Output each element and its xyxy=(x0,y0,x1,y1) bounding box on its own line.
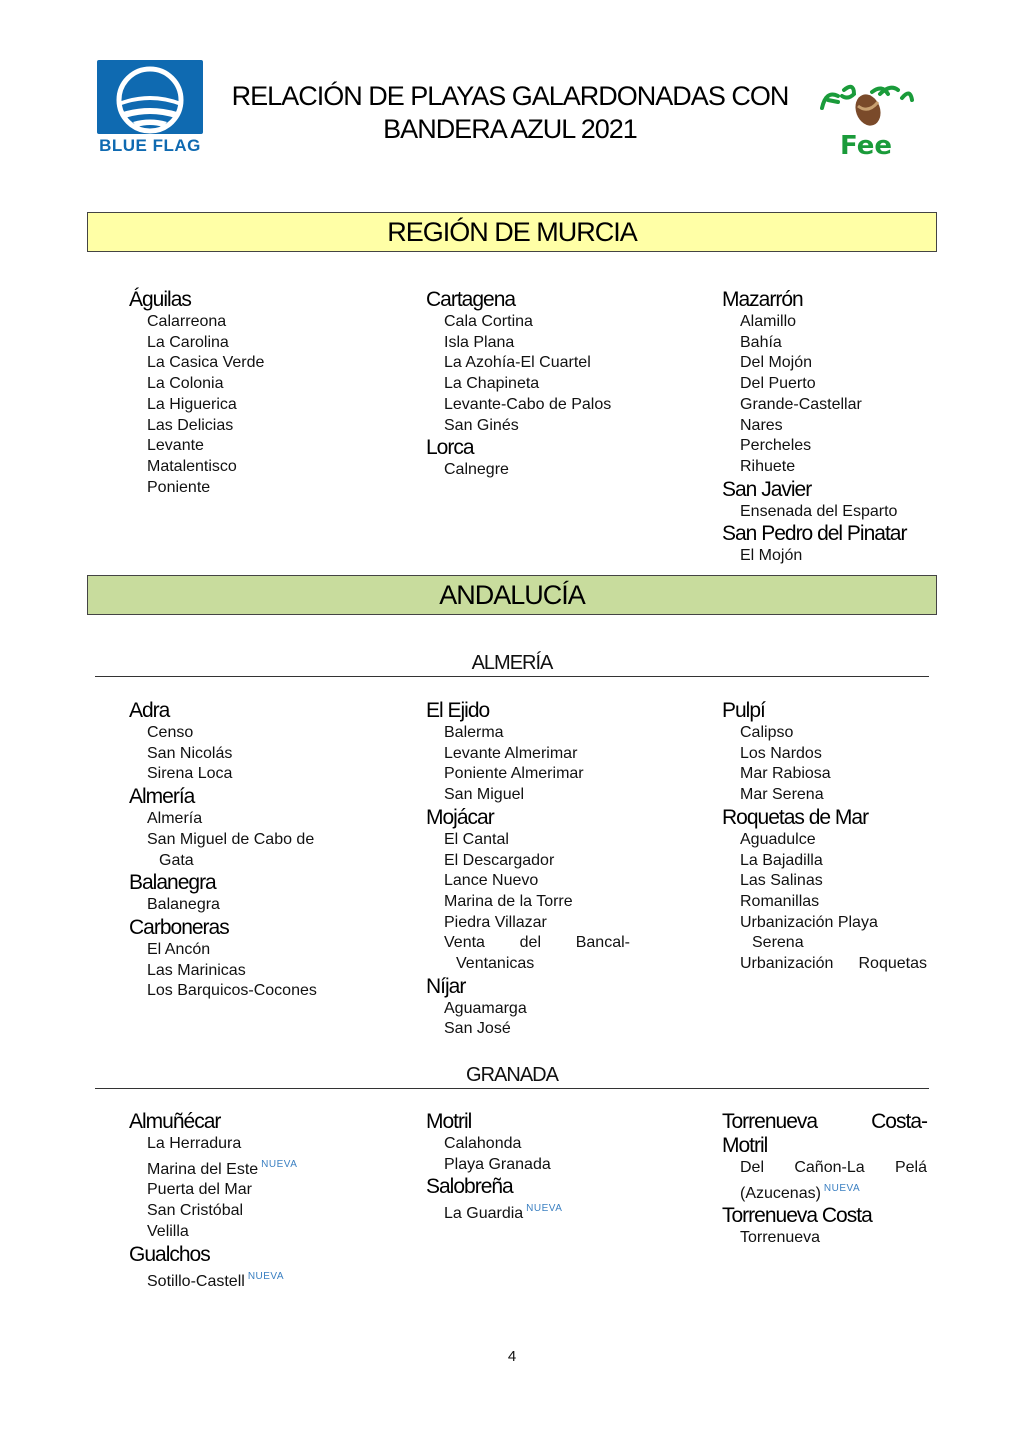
beach: La Colonia xyxy=(147,375,224,393)
municipality-torrenueva-costa: Torrenueva Costa xyxy=(722,1204,872,1228)
beach: Balerma xyxy=(444,724,504,741)
beach: Aguadulce xyxy=(740,830,816,848)
beach: El Mojón xyxy=(740,547,803,565)
title-line-1: RELACIÓN DE PLAYAS GALARDONADAS CON xyxy=(231,81,789,111)
municipality-mazarron: Mazarrón xyxy=(722,288,803,311)
page-title xyxy=(215,80,805,146)
beach: Levante-Cabo de Palos xyxy=(444,395,612,413)
beach: Grande-Castellar xyxy=(740,395,862,413)
word: Costa- xyxy=(871,1110,927,1133)
word: Urbanización xyxy=(740,955,834,973)
beach: Censo xyxy=(147,724,194,741)
beach: Ensenada del Esparto xyxy=(740,502,898,520)
municipality-torrenueva-costa-motril xyxy=(722,1110,927,1134)
municipality-cartagena: Cartagena xyxy=(426,288,516,311)
beach: Calipso xyxy=(740,724,794,741)
beach: Romanillas xyxy=(740,892,820,910)
beach: Mar Serena xyxy=(740,786,824,804)
beach: Levante xyxy=(147,437,204,455)
beach: Marina de la Torre xyxy=(444,892,573,910)
beach: El Cantal xyxy=(444,830,509,848)
blue-flag-icon xyxy=(97,60,203,134)
beach: Mar Rabiosa xyxy=(740,765,831,783)
beach-justified xyxy=(722,1158,927,1179)
beach-justified xyxy=(722,954,927,975)
beach: Poniente Almerimar xyxy=(444,765,584,783)
municipality-gualchos: Gualchos xyxy=(129,1242,210,1266)
municipality-almeria: Almería xyxy=(129,785,195,809)
beach: Almería xyxy=(147,810,203,828)
beach: San Nicolás xyxy=(147,744,233,762)
beach: Bahía xyxy=(740,333,782,351)
beach: Del Mojón xyxy=(740,354,813,372)
beach: Calahonda xyxy=(444,1135,522,1152)
fee-label: Fee xyxy=(840,131,892,161)
beach: Las Delicias xyxy=(147,416,234,434)
beach: Los Barquicos-Cocones xyxy=(147,982,317,1000)
word: Roquetas xyxy=(858,955,927,973)
province-almeria-header: ALMERÍA xyxy=(95,651,929,677)
granada-col-3 xyxy=(722,1110,927,1249)
municipality-almunecar: Almuñécar xyxy=(129,1110,221,1133)
municipality-adra: Adra xyxy=(129,699,170,722)
beach: Torrenueva xyxy=(740,1229,821,1247)
municipality-aguilas: Águilas xyxy=(129,288,191,311)
beach: Los Nardos xyxy=(740,744,822,762)
municipality-continuation: Motril xyxy=(722,1134,768,1157)
beach: San Ginés xyxy=(444,416,519,434)
adeac-fee-icon xyxy=(818,80,914,162)
beach: Calarreona xyxy=(147,313,227,330)
murcia-col-1 xyxy=(129,288,389,498)
beach-name: (Azucenas) xyxy=(740,1184,821,1202)
new-badge: NUEVA xyxy=(823,1182,861,1194)
region-andalucia-header: ANDALUCÍA xyxy=(87,575,937,615)
title-line-2: BANDERA AZUL 2021 xyxy=(383,114,637,144)
word: Del xyxy=(740,1159,765,1176)
beach: Nares xyxy=(740,416,783,434)
almeria-col-3 xyxy=(722,699,927,975)
page-number: 4 xyxy=(507,1348,517,1365)
municipality-el-ejido: El Ejido xyxy=(426,699,490,722)
beach xyxy=(129,1155,399,1181)
beach-name: Marina del Este xyxy=(147,1160,259,1178)
almeria-col-2 xyxy=(426,699,630,1040)
almeria-col-1 xyxy=(129,699,389,1002)
municipality-lorca: Lorca xyxy=(426,436,474,460)
beach: La Herradura xyxy=(147,1135,242,1152)
beach: Matalentisco xyxy=(147,457,237,475)
beach: Urbanización Playa xyxy=(740,913,878,931)
beach: Del Puerto xyxy=(740,375,816,393)
beach: Puerta del Mar xyxy=(147,1181,252,1199)
municipality-san-pedro-del-pinatar: San Pedro del Pinatar xyxy=(722,522,907,546)
beach-name: Sotillo-Castell xyxy=(147,1272,245,1290)
beach: El Descargador xyxy=(444,851,555,869)
beach-continuation xyxy=(722,1179,927,1205)
blue-flag-logo xyxy=(97,60,203,156)
beach: Velilla xyxy=(147,1222,189,1240)
beach: El Ancón xyxy=(147,940,211,958)
beach: Las Salinas xyxy=(740,872,823,890)
beach: Playa Granada xyxy=(444,1155,551,1173)
beach: Aguamarga xyxy=(444,999,527,1017)
beach: La Carolina xyxy=(147,333,229,351)
municipality-nijar: Níjar xyxy=(426,974,466,998)
word: del xyxy=(519,934,542,952)
region-murcia-header: REGIÓN DE MURCIA xyxy=(87,212,937,252)
municipality-carboneras: Carboneras xyxy=(129,915,229,939)
beach: La Chapineta xyxy=(444,375,540,393)
adeac-fee-logo xyxy=(818,80,914,162)
beach: Cala Cortina xyxy=(444,313,533,330)
beach-continuation: Ventanicas xyxy=(456,955,535,973)
beach: Lance Nuevo xyxy=(444,872,539,890)
new-badge: NUEVA xyxy=(261,1158,298,1170)
beach: San José xyxy=(444,1020,511,1038)
beach: Sirena Loca xyxy=(147,765,233,783)
beach xyxy=(129,1267,399,1293)
municipality-roquetas-de-mar: Roquetas de Mar xyxy=(722,805,869,829)
province-granada-header: GRANADA xyxy=(95,1063,929,1089)
granada-col-2 xyxy=(426,1110,686,1225)
beach: La Bajadilla xyxy=(740,851,823,869)
word: Bancal- xyxy=(575,934,630,952)
word: Pelá xyxy=(894,1159,927,1176)
beach: La Higuerica xyxy=(147,395,237,413)
beach xyxy=(426,1199,686,1225)
beach-continuation: Gata xyxy=(159,851,194,869)
beach: San Cristóbal xyxy=(147,1202,244,1220)
beach: Isla Plana xyxy=(444,333,515,351)
municipality-balanegra: Balanegra xyxy=(129,871,216,895)
beach: Calnegre xyxy=(444,461,509,479)
beach-continuation: Serena xyxy=(752,934,804,952)
beach: Rihuete xyxy=(740,457,796,475)
blue-flag-label: BLUE FLAG xyxy=(99,136,201,155)
beach-justified xyxy=(426,933,630,954)
beach: Levante Almerimar xyxy=(444,744,578,762)
new-badge: NUEVA xyxy=(526,1203,563,1215)
municipality-motril: Motril xyxy=(426,1110,472,1133)
granada-col-1 xyxy=(129,1110,399,1292)
municipality-salobrena: Salobreña xyxy=(426,1175,513,1199)
beach: Poniente xyxy=(147,478,211,496)
word: Venta xyxy=(444,934,485,952)
murcia-col-3 xyxy=(722,288,932,567)
beach: Piedra Villazar xyxy=(444,913,547,931)
beach: La Casica Verde xyxy=(147,354,265,372)
municipality-pulpi: Pulpí xyxy=(722,699,765,722)
beach: Alamillo xyxy=(740,313,797,330)
beach: La Azohía-El Cuartel xyxy=(444,354,591,372)
beach: San Miguel de Cabo de xyxy=(147,830,315,848)
municipality-san-javier: San Javier xyxy=(722,477,812,501)
beach-name: La Guardia xyxy=(444,1205,524,1223)
municipality-mojacar: Mojácar xyxy=(426,805,494,829)
beach: Percheles xyxy=(740,437,812,455)
word: Torrenueva xyxy=(722,1110,818,1133)
beach: San Miguel xyxy=(444,786,525,804)
beach: Balanegra xyxy=(147,896,220,914)
new-badge: NUEVA xyxy=(247,1270,285,1282)
murcia-col-2 xyxy=(426,288,686,481)
beach: Las Marinicas xyxy=(147,961,246,979)
word: Cañon-La xyxy=(794,1159,865,1176)
